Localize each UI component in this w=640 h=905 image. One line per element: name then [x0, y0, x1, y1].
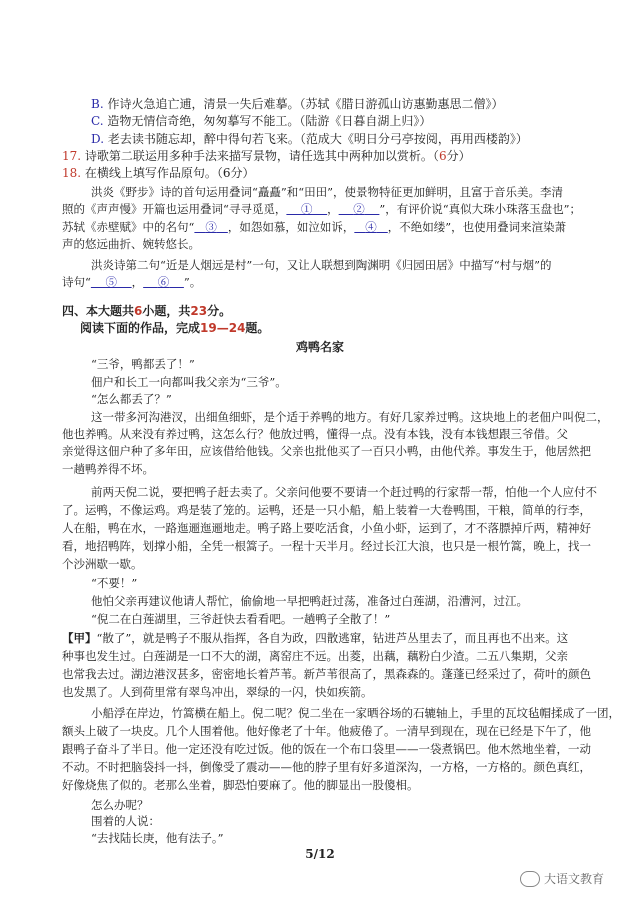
story-line: “怎么都丢了？” — [91, 392, 172, 406]
story-line: 个沙洲歇一歇。 — [62, 557, 143, 571]
text: ”，有评价说“真似大珠小珠落玉盘也”； — [379, 202, 582, 216]
blank-number: ② — [353, 202, 365, 216]
range: 19—24 — [200, 321, 246, 335]
story-line: 一趟鸭养得不坏。 — [62, 462, 154, 476]
question-text: 诗歌第二联运用多种手法来描写景物，请任选其中两种加以赏析。（ — [84, 149, 439, 163]
blank-3[interactable] — [194, 220, 227, 234]
text: 小题，共 — [142, 304, 191, 318]
story-line: 亲觉得这佃户种了多年田，应该借给他钱。父亲也批他买了一百只小鸭，由他代养。事发生于，他居然把 — [62, 444, 591, 458]
option-c — [91, 113, 431, 129]
question-17 — [62, 148, 471, 164]
story-line: 也常我去过。湖边港汊甚多，密密地长着芦苇。新芦苇很高了，黑森森的。蓬蓬已经采过了，荷叶的颜色 — [62, 667, 591, 681]
question-18 — [62, 165, 255, 181]
page-number: 5/12 — [305, 847, 335, 861]
blank-number: ③ — [205, 220, 217, 234]
text: 苏轼《赤壁赋》中的名句“ — [62, 220, 195, 234]
q18-para1-line3 — [62, 219, 566, 235]
q18-para1-line4: 声的悠远曲折、婉转悠长。 — [62, 237, 200, 251]
blank-4[interactable] — [354, 220, 387, 234]
story-line-bracketed — [62, 630, 568, 646]
blank-number: ⑤ — [105, 275, 118, 289]
watermark — [520, 870, 604, 887]
story-line: 了。运鸭，不像运鸡。鸡是装了笼的。运鸭，还是一只小船，船上装着一大卷鸭围，干粮，简单的行李， — [62, 503, 591, 517]
option-text: 造物无情信奇绝，匆匆摹写不能工。（陆游《日暮自湖上归》） — [107, 114, 432, 128]
story-line: “三爷，鸭都丢了！” — [91, 357, 195, 371]
story-line: 好像烧焦了似的。老那么坐着，脚恐怕要麻了。他的脚显出一股傻相。 — [62, 778, 419, 792]
option-b — [91, 96, 503, 112]
blank-number: ① — [301, 202, 313, 216]
section-heading — [62, 303, 231, 319]
text: 阅读下面的作品，完成 — [80, 321, 201, 335]
section-instruction — [80, 320, 269, 336]
blank-1[interactable] — [286, 202, 327, 216]
story-line: 小船浮在岸边，竹篙横在船上。倪二呢？倪二坐在一家晒谷场的石辘轴上，手里的瓦坟毡帽揉成了一团， — [91, 706, 620, 720]
option-letter: B. — [91, 97, 104, 111]
option-text: 老去读书随忘却，醉中得句若飞来。（范成大《明日分弓亭按阅，再用西楼韵》） — [107, 132, 528, 146]
text: 照的《声声慢》开篇也运用叠词“寻寻觅觅， — [62, 202, 287, 216]
option-text: 作诗火急追亡逋，清景一失后难摹。（苏轼《腊日游孤山访惠勤惠思二僧》） — [107, 97, 504, 111]
story-title: 鸡鸭名家 — [295, 340, 344, 354]
count: 6 — [134, 304, 143, 318]
story-line: “不要！” — [91, 576, 138, 590]
option-letter: C. — [91, 114, 104, 128]
story-line: 也发黑了。人到荷里常有翠鸟冲出，翠绿的一闪，快如疾箭。 — [62, 685, 373, 699]
text: 诗句“ — [62, 275, 91, 289]
score: 6 — [438, 149, 447, 163]
story-line: 怎么办呢？ — [91, 798, 149, 812]
question-text: 在横线上填写作品原句。（6分） — [84, 166, 255, 180]
story-line: 看，地招鸭阵，划撑小船，全凭一根篙子。一程十天半月。经过长江大浪，也只是一根竹篙，晚上，找一 — [62, 539, 591, 553]
question-number: 17. — [62, 149, 82, 163]
points: 23 — [190, 304, 208, 318]
option-d — [91, 131, 528, 147]
q18-para2-line2: 诗句“ ⑤ ， ⑥ ”。 — [62, 275, 202, 289]
blank-number: ④ — [365, 220, 377, 234]
question-text-end: 分） — [446, 149, 471, 163]
story-line: 佃户和长工一向都叫我父亲为“三爷”。 — [91, 375, 287, 389]
story-line: 围着的人说： — [91, 814, 160, 828]
q18-para2-line1: 洪炎诗第二句“近是人烟远是村”一句，又让人联想到陶渊明《归园田居》中描写“村与烟”的 — [91, 258, 552, 272]
watermark-text: 大语文教育 — [544, 872, 605, 886]
text: ，不绝如缕”，也使用叠词来渲染萧 — [387, 220, 567, 234]
story-line: 不动。不时把脑袋抖一抖，倒像受了震动——他的脖子里有好多道深沟，一方格，一方格的。颜色真红， — [62, 760, 591, 774]
story-line: 人在船，鸭在水，一路迤逦迤逦地走。鸭子路上要吃活食，小鱼小虾，运到了，才不落膘掉斤两，精神好 — [62, 521, 591, 535]
text: 题。 — [245, 321, 270, 335]
story-line: 他也养鸭。从来没有养过鸭，这怎么行？他放过鸭，懂得一点。没有本钱，没有本钱想跟三爷借。父 — [62, 427, 568, 441]
story-line: 额头上破了一块皮。几个人围着他。他好像老了十年。他疲倦了。一清早到现在，现在已经是下午了，他 — [62, 724, 591, 738]
bracket-label: 【甲】 — [62, 631, 97, 645]
blank-number: ⑥ — [157, 275, 170, 289]
story-line: “去找陆长庚，他有法子。” — [91, 831, 224, 845]
blank-5[interactable] — [91, 275, 132, 289]
story-line: “倪二在白莲湖里，三爷赶快去看看吧。一趟鸭子全散了！” — [91, 612, 391, 626]
story-line: 跟鸭子奋斗了半日。他一定还没有吃过饭。他的饭在一个布口袋里——一袋煮锅巴。他木然地坐着，一动 — [62, 742, 591, 756]
wechat-icon — [520, 871, 540, 887]
text: 分。 — [207, 304, 232, 318]
q18-para1-line1: 洪炎《野步》诗的首句运用叠词“矗矗”和“田田”，使景物特征更加鲜明，且富于音乐美。李清 — [91, 185, 564, 199]
story-line: 前两天倪二说，要把鸭子赶去卖了。父亲问他要不要请一个赶过鸭的行家帮一帮，怕他一个人应付不 — [91, 485, 597, 499]
text: 四、本大题共 — [62, 304, 135, 318]
story-line: 种事也发生过。白莲湖是一口不大的湖，离窑庄不远。出菱，出藕，藕粉白少渣。二五八集期，父亲 — [62, 649, 568, 663]
text: ”。 — [183, 275, 202, 289]
text: ，如怨如慕，如泣如诉， — [227, 220, 355, 234]
q18-para1-line2: 照的《声声慢》开篇也运用叠词“寻寻觅觅， ① ， ② ”，有评价说“真似大珠小珠落玉盘也”； — [62, 202, 582, 216]
story-line: 他怕父亲再建议他请人帮忙，偷偷地一早把鸭赶过荡，准备过白莲湖，沿漕河，过江。 — [91, 594, 528, 608]
question-number: 18. — [62, 166, 82, 180]
blank-6[interactable] — [143, 275, 184, 289]
blank-2[interactable] — [339, 202, 380, 216]
text: “散了”，就是鸭子不服从指挥，各自为政，四散逃窜，钻进芦丛里去了，而且再也不出来。这 — [96, 631, 569, 645]
story-line: 这一带多河沟港汊，出细鱼细虾，是个适于养鸭的地方。有好几家养过鸭。这块地上的老佃户叫倪二， — [91, 410, 609, 424]
option-letter: D. — [91, 132, 105, 146]
